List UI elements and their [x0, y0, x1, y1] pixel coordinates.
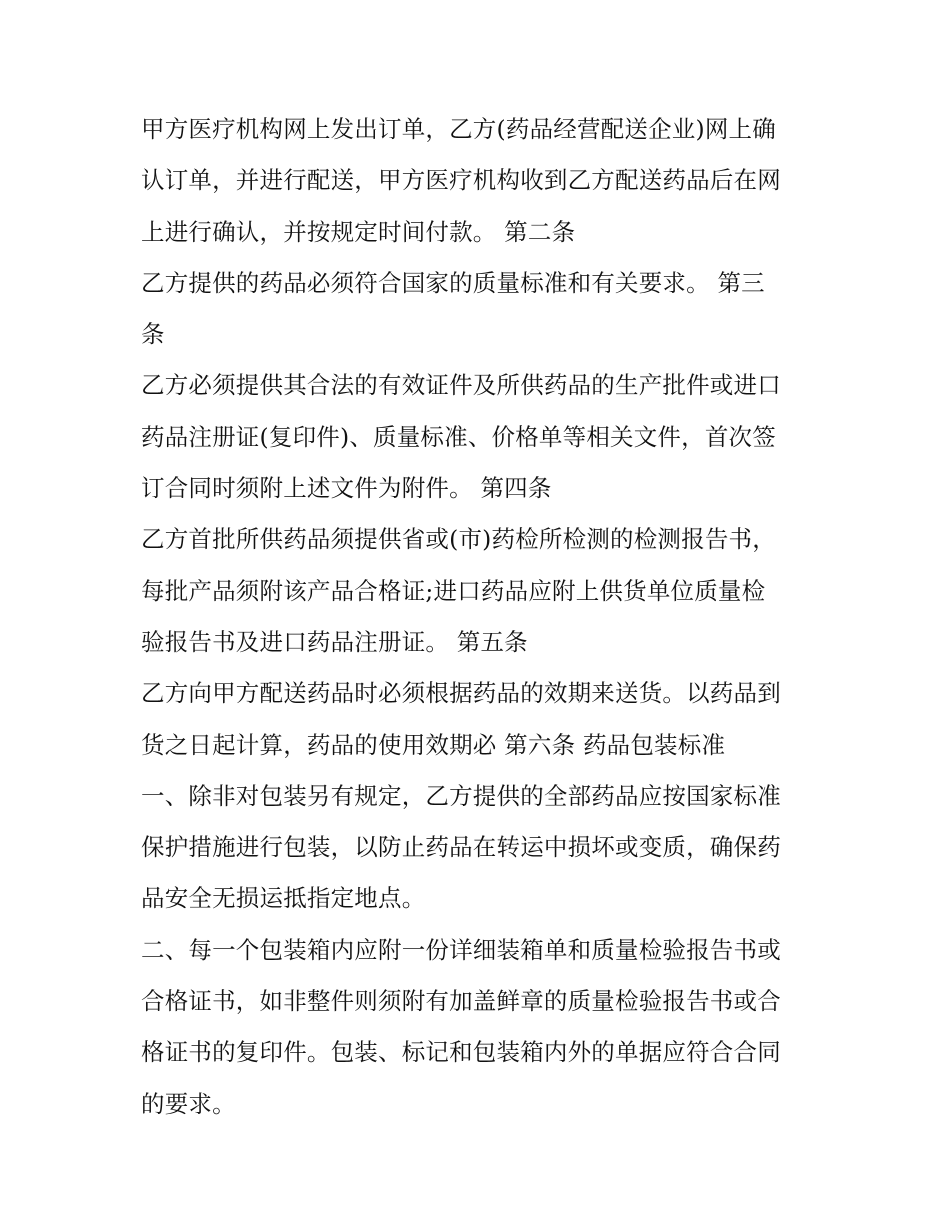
text-line: 每批产品须附该产品合格证;进口药品应附上供货单位质量检 — [141, 576, 766, 605]
text-line: 乙方向甲方配送药品时必须根据药品的效期来送货。以药品到 — [141, 679, 781, 708]
text-line: 条 — [141, 320, 165, 349]
text-line: 乙方必须提供其合法的有效证件及所供药品的生产批件或进口 — [141, 371, 781, 400]
text-line: 保护措施进行包装，以防止药品在转运中损坏或变质，确保药 — [141, 833, 781, 862]
text-line: 一、除非对包装另有规定，乙方提供的全部药品应按国家标准 — [141, 781, 781, 810]
text-line: 货之日起计算，药品的使用效期必 第六条 药品包装标准 — [141, 730, 726, 759]
text-line: 格证书的复印件。包装、标记和包装箱内外的单据应符合合同 — [141, 1038, 781, 1067]
text-line: 的要求。 — [141, 1089, 236, 1118]
text-line: 订合同时须附上述文件为附件。 第四条 — [141, 474, 552, 503]
text-line: 药品注册证(复印件)、质量标准、价格单等相关文件，首次签 — [141, 422, 776, 451]
text-line: 品安全无损运抵指定地点。 — [141, 884, 426, 913]
text-line: 验报告书及进口药品注册证。 第五条 — [141, 627, 528, 656]
text-line: 乙方提供的药品必须符合国家的质量标准和有关要求。 第三 — [141, 268, 765, 297]
document-body — [141, 104, 821, 1130]
text-line: 乙方首批所供药品须提供省或(市)药检所检测的检测报告书， — [141, 525, 776, 554]
text-line: 上进行确认，并按规定时间付款。 第二条 — [141, 217, 576, 246]
text-line: 合格证书，如非整件则须附有加盖鲜章的质量检验报告书或合 — [141, 987, 781, 1016]
text-line: 甲方医疗机构网上发出订单，乙方(药品经营配送企业)网上确 — [141, 115, 776, 143]
text-line: 认订单，并进行配送，甲方医疗机构收到乙方配送药品后在网 — [141, 166, 781, 195]
text-line: 二、每一个包装箱内应附一份详细装箱单和质量检验报告书或 — [141, 935, 781, 964]
